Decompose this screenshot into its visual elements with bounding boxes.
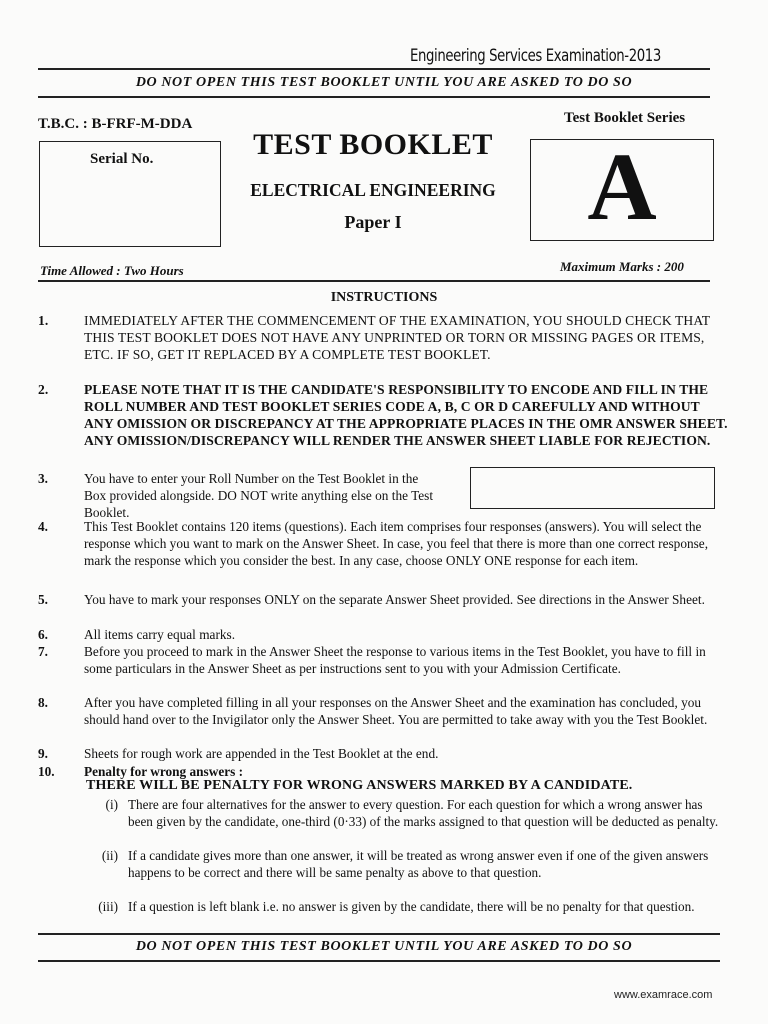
serial-label: Serial No. bbox=[90, 151, 154, 167]
series-box bbox=[530, 133, 714, 241]
instruction-5: 5. You have to mark your responses ONLY on the separate Answer Sheet provided. See directions in the Answer Sheet. bbox=[38, 591, 728, 608]
penalty-item-2-text: If a candidate gives more than one answer, it will be treated as wrong answer even if one of the given answers happens to be correct and there will be same penalty as above to that question. bbox=[128, 848, 709, 880]
maximum-marks: Maximum Marks : 200 bbox=[560, 259, 684, 274]
instruction-9-text: Sheets for rough work are appended in the Test Booklet at the end. bbox=[84, 746, 439, 761]
penalty-item-3-text: If a question is left blank i.e. no answer is given by the candidate, there will be no penalty for that question. bbox=[128, 899, 695, 914]
penalty-item-1-text: There are four alternatives for the answer to every question. For each question for which a wrong answer has been given by the candidate, one-third (0·33) of the marks assigned to that question will be deducted as penalty. bbox=[128, 797, 719, 829]
penalty-item-2: (ii) If a candidate gives more than one answer, it will be treated as wrong answer even if one of the given answers happens to be correct and there will be same penalty as above to that question. bbox=[86, 847, 722, 881]
instruction-1-text: IMMEDIATELY AFTER THE COMMENCEMENT OF THE EXAMINATION, YOU SHOULD CHECK THAT THIS TEST BOOKLET DOES NOT HAVE ANY UNPRINTED OR TORN OR MISSING PAGES OR ITEMS, ETC. IF SO, GET IT REPLACED BY A COMPLETE TEST BOOKLET. bbox=[84, 313, 710, 362]
top-warning-rule bbox=[38, 96, 710, 98]
instruction-6-text: All items carry equal marks. bbox=[84, 627, 236, 642]
time-allowed: Time Allowed : Two Hours bbox=[40, 263, 184, 278]
instruction-6: 6. All items carry equal marks. bbox=[38, 626, 728, 643]
tbc-code: T.B.C. : B-FRF-M-DDA bbox=[38, 116, 193, 132]
instruction-8-text: After you have completed filling in all your responses on the Answer Sheet and the examination has concluded, you should hand over to the Invigilator only the Answer Sheet. You are permitted to take away with you the Test Booklet. bbox=[84, 695, 708, 727]
top-warning: DO NOT OPEN THIS TEST BOOKLET UNTIL YOU ARE ASKED TO DO SO bbox=[135, 75, 633, 90]
instruction-3-text: You have to enter your Roll Number on the Test Booklet in the Box provided alongside. DO NOT write anything else on the Test Booklet. bbox=[84, 471, 434, 520]
series-letter: A bbox=[587, 133, 657, 240]
instruction-10-text: Penalty for wrong answers : bbox=[84, 764, 244, 779]
instruction-5-text: You have to mark your responses ONLY on the separate Answer Sheet provided. See directions in the Answer Sheet. bbox=[84, 592, 705, 607]
footer-rule-top bbox=[38, 933, 720, 935]
instruction-1: 1. IMMEDIATELY AFTER THE COMMENCEMENT OF THE EXAMINATION, YOU SHOULD CHECK THAT THIS TEST BOOKLET DOES NOT HAVE ANY UNPRINTED OR TORN OR MISSING PAGES OR ITEMS, ETC. IF SO, GET IT REPLACED BY A COMPLETE TEST BOOKLET. bbox=[38, 312, 728, 363]
subject-title: ELECTRICAL ENGINEERING bbox=[250, 180, 496, 200]
series-label: Test Booklet Series bbox=[564, 110, 686, 126]
bottom-warning: DO NOT OPEN THIS TEST BOOKLET UNTIL YOU ARE ASKED TO DO SO bbox=[135, 939, 633, 954]
instruction-4-text: This Test Booklet contains 120 items (questions). Each item comprises four responses (answers). You will select the response which you want to mark on the Answer Sheet. In case, you feel that there is more than one correct response, mark the response which you consider the best. In any case, choose ONLY ONE response for each item. bbox=[84, 519, 709, 568]
top-rule bbox=[38, 68, 710, 70]
roll-number-box[interactable] bbox=[470, 467, 715, 509]
footer-rule-bottom bbox=[38, 960, 720, 962]
instruction-10: 10. Penalty for wrong answers : bbox=[38, 763, 728, 780]
instruction-2-text: PLEASE NOTE THAT IT IS THE CANDIDATE'S RESPONSIBILITY TO ENCODE AND FILL IN THE ROLL NUMBER AND TEST BOOKLET SERIES CODE A, B, C OR D CAREFULLY AND WITHOUT ANY OMISSION OR DISCREPANCY AT THE APPROPRIATE PLACES IN THE OMR ANSWER SHEET. ANY OMISSION/DISCREPANCY WILL RENDER THE ANSWER SHEET LIABLE FOR REJECTION. bbox=[84, 382, 728, 448]
instruction-4: 4. This Test Booklet contains 120 items (questions). Each item comprises four responses (answers). You will select the response which you want to mark on the Answer Sheet. In case, you feel that there is more than one correct response, mark the response which you consider the best. In any case, choose ONLY ONE response for each item. bbox=[38, 518, 728, 569]
booklet-title: TEST BOOKLET bbox=[253, 128, 493, 161]
penalty-item-3: (iii) If a question is left blank i.e. no answer is given by the candidate, there will be no penalty for that question. bbox=[86, 898, 722, 915]
exam-title: Engineering Services Examination-2013 bbox=[410, 46, 661, 66]
header-rule bbox=[38, 280, 710, 282]
instruction-7: 7. Before you proceed to mark in the Answer Sheet the response to various items in the Test Booklet, you have to fill in some particulars in the Answer Sheet as per instructions sent to you with your Admission Certificate. bbox=[38, 643, 728, 677]
instruction-3: 3. You have to enter your Roll Number on the Test Booklet in the Box provided alongside. DO NOT write anything else on the Test Booklet. bbox=[38, 470, 438, 521]
paper-title: Paper I bbox=[344, 212, 402, 232]
penalty-item-1: (i) There are four alternatives for the answer to every question. For each question for which a wrong answer has been given by the candidate, one-third (0·33) of the marks assigned to that question will be deducted as penalty. bbox=[86, 796, 722, 830]
instruction-7-text: Before you proceed to mark in the Answer Sheet the response to various items in the Test Booklet, you have to fill in some particulars in the Answer Sheet as per instructions sent to you with your Admission Certificate. bbox=[84, 644, 706, 676]
watermark[interactable]: www.examrace.com bbox=[614, 989, 713, 1001]
serial-number-box[interactable] bbox=[39, 141, 221, 247]
penalty-heading: THERE WILL BE PENALTY FOR WRONG ANSWERS MARKED BY A CANDIDATE. bbox=[86, 778, 633, 793]
instruction-9: 9. Sheets for rough work are appended in the Test Booklet at the end. bbox=[38, 745, 728, 762]
instructions-heading: INSTRUCTIONS bbox=[330, 290, 438, 305]
instruction-8: 8. After you have completed filling in all your responses on the Answer Sheet and the examination has concluded, you should hand over to the Invigilator only the Answer Sheet. You are permitted to take away with you the Test Booklet. bbox=[38, 694, 728, 728]
instruction-2: 2. PLEASE NOTE THAT IT IS THE CANDIDATE'S RESPONSIBILITY TO ENCODE AND FILL IN THE ROLL NUMBER AND TEST BOOKLET SERIES CODE A, B, C OR D CAREFULLY AND WITHOUT ANY OMISSION OR DISCREPANCY AT THE APPROPRIATE PLACES IN THE OMR ANSWER SHEET. ANY OMISSION/DISCREPANCY WILL RENDER THE ANSWER SHEET LIABLE FOR REJECTION. bbox=[38, 382, 728, 448]
